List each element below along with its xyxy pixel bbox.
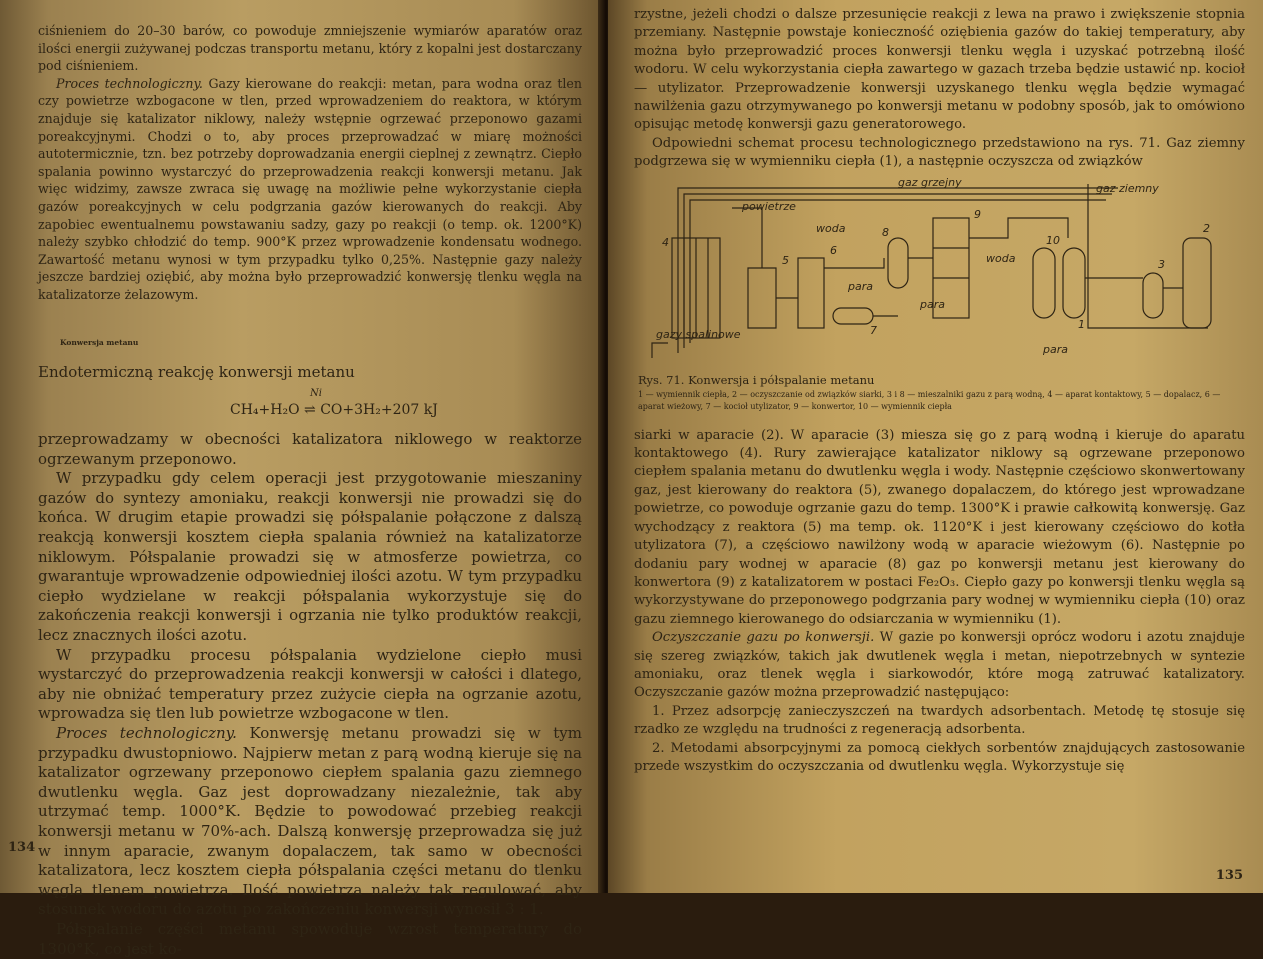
unit-number: 3 — [1158, 257, 1165, 271]
paragraph: siarki w aparacie (2). W aparacie (3) miesza się go z parą wodną i kieruje do aparatu kontaktowego (4). Rury zawierające katalizator niklowy są ogrzewane przeponowo ciepłem spalania metanu do dwutlenku węgla i wody. Następnie częściowo skonwertowany gaz, jest kierowany do reaktora (5), zwanego dopalaczem, do którego jest wprowadzane powietrze, co powoduje ogrzanie gazu do temp. 1300°K i prawie całkowitą konwersję. Gaz wychodzący z reaktora (5) ma temp. ok. 1120°K i jest kierowany częściowo do kotła utylizatora (7), a częściowo nawilżony wodą w aparacie wieżowym (6). Następnie po dodaniu pary wodnej w aparacie (8) gaz po konwersji metanu jest kierowany do konwertora (9) z katalizatorem w postaci Fe₂O₃. Ciepło gazy po konwersji tlenku węgla są wykorzystywane do przeponowego podgrzania pary wodnej w wymienniku ciepła (10) oraz gazu ziemnego kierowanego do odsiarczania w wymienniku (1). — [634, 427, 1245, 627]
apparatus-5 — [748, 268, 776, 328]
unit-number: 7 — [870, 323, 877, 337]
unit-number: 2 — [1203, 221, 1210, 235]
paragraph-text: Gazy kierowane do reakcji: metan, para wodna oraz tlen czy powietrze wzbogacone w tlen, przed wprowadzeniem do reaktora, w którym znajduje się katalizator niklowy, należy wstępnie ogrzewać przeponowo gazami poreakcyjnymi. Chodzi o to, aby proces przeprowadzać w miarę możności autotermicznie, tzn. bez potrzeby doprowadzania energii cieplnej z zewnątrz. Ciepło spalania powinno wystarczyć do przeprowadzenia reakcji konwersji metanu. Jak więc widzimy, zawsze zwraca się uwagę na możliwie pełne wykorzystanie ciepła gazów poreakcyjnych w celu podgrzania gazów kierowanych do reakcji. Aby zapobiec ewentualnemu powstawaniu sadzy, gazy po reakcji (o temp. ok. 1200°K) należy szybko chłodzić do temp. 900°K przez wprowadzenie kondensatu wodnego. Zawartość metanu wynosi w tym przypadku tylko 0,25%. Następnie gazy należy jeszcze bardziej oziębić, aby można było przeprowadzić konwersję tlenku węgla na katalizatorze żelazowym. — [38, 75, 582, 302]
paragraph — [634, 629, 1245, 703]
label-gaz-ziemny: gaz ziemny — [1096, 181, 1159, 195]
paragraph: Odpowiedni schemat procesu technologicznego przedstawiono na rys. 71. Gaz ziemny podgrzewa się w wymienniku ciepła (1), a następnie oczyszcza od związków — [634, 135, 1245, 170]
run-in-title: Proces technologiczny. — [56, 724, 237, 742]
apparatus-6 — [798, 258, 824, 328]
label-woda: woda — [986, 251, 1016, 265]
figure-caption: Rys. 71. Konwersja i półspalanie metanu — [638, 372, 875, 387]
apparatus-8 — [888, 238, 908, 288]
paragraph — [38, 724, 582, 920]
reaction-equation — [78, 388, 582, 424]
paragraph: przeprowadzamy w obecności katalizatora niklowego w reaktorze ogrzewanym przeponowo. — [38, 430, 582, 468]
unit-number: 10 — [1046, 233, 1060, 247]
unit-number: 1 — [1078, 317, 1085, 331]
pipe — [1088, 181, 1208, 328]
apparatus-7 — [833, 308, 873, 324]
right-page — [608, 0, 1263, 893]
label-woda: woda — [816, 221, 846, 235]
paragraph-text: W gazie po konwersji oprócz wodoru i azotu znajduje się szereg związków, takich jak dwutlenek węgla i metan, niepotrzebnych w syntezie amoniaku, oraz tlenek węgla i siarkowodór, które mogą zatruwać katalizatory. Oczyszczanie gazów można przeprowadzić następująco: — [634, 630, 1245, 701]
label-gaz-grzejny: gaz grzejny — [898, 175, 962, 189]
apparatus-1 — [1063, 248, 1085, 318]
unit-number: 8 — [882, 225, 889, 239]
unit-number: 6 — [830, 243, 837, 257]
page-number: 135 — [1215, 868, 1243, 883]
unit-number: 4 — [662, 235, 669, 249]
unit-number: 9 — [974, 207, 981, 221]
unit-number: 5 — [782, 253, 789, 267]
paragraph — [38, 75, 582, 304]
paragraph: W przypadku procesu półspalania wydzielone ciepło musi wystarczyć do przeprowadzenia reakcji konwersji w całości i dlatego, aby nie obniżać temperatury przez zużycie ciepła na ogrzanie azotu, wprowadza się tlen lub powietrze wzbogacone w tlen. — [38, 645, 582, 723]
process-diagram — [648, 175, 1238, 363]
label-para: para — [848, 279, 873, 293]
label-para: para — [1043, 342, 1068, 356]
label-powietrze: powietrze — [742, 199, 796, 213]
left-page — [0, 0, 604, 958]
paragraph: 1. Przez adsorpcję zanieczyszczeń na twardych adsorbentach. Metodę tę stosuje się rzadko ze względu na trudności z regeneracją adsorbenta. — [634, 703, 1245, 738]
paragraph: Endotermiczną reakcję konwersji metanu — [38, 362, 355, 381]
figure-legend: 1 — wymiennik ciepła, 2 — oczyszczanie od związków siarki, 3 i 8 — mieszalniki gazu z parą wodną, 4 — aparat kontaktowy, 5 — dopalacz, 6 — aparat wieżowy, 7 — kocioł utylizator, 9 — konwertor, 10 — wymiennik ciepła — [638, 389, 1221, 411]
label-gazy-spalinowe: gazy spalinowe — [656, 327, 741, 341]
paragraph: rzystne, jeżeli chodzi o dalsze przesunięcie reakcji z lewa na prawo i zwiększenie stopnia przemiany. Następnie powstaje konieczność oziębienia gazów do takiej temperatury, aby można było przeprowadzić proces konwersji tlenku węgla i uzyskać potrzebną ilość wodoru. W celu wykorzystania ciepła zawartego w gazach trzeba będzie ustawić np. kocioł — utylizator. Przeprowadzenie konwersji uzyskanego tlenku węgla będzie wymagać nawilżenia gazu otrzymywanego po konwersji metanu w podobny sposób, jak to omówiono opisując metodę konwersji gazu generatorowego. — [634, 7, 1245, 133]
apparatus-2 — [1183, 238, 1211, 328]
equation-catalyst: Ni — [310, 388, 322, 400]
section-heading: Konwersja metanu — [60, 337, 139, 347]
exhaust-pipe — [652, 343, 668, 358]
pipe — [690, 200, 1106, 343]
apparatus-10 — [1033, 248, 1055, 318]
label-para: para — [920, 297, 945, 311]
run-in-title: Oczyszczanie gazu po konwersji. — [652, 630, 875, 646]
paragraph: W przypadku gdy celem operacji jest przygotowanie mieszaniny gazów do syntezy amoniaku, reakcji konwersji nie prowadzi się do końca. W drugim etapie prowadzi się półspalanie połączone z dalszą reakcją konwersji kosztem ciepła spalania również na katalizatorze niklowym. Półspalanie prowadzi się w atmosferze powietrza, co gwarantuje wprowadzenie odpowiedniej ilości azotu. W tym przypadku ciepło wydzielane w reakcji półspalania wykorzystuje się do zakończenia reakcji konwersji i ogrzania nie tylko produktów reakcji, lecz znacznych ilości azotu. — [38, 469, 582, 645]
paragraph: 2. Metodami absorpcyjnymi za pomocą ciekłych sorbentów znajdujących zastosowanie przede wszystkim do oczyszczania od dwutlenku węgla. Wykorzystuje się — [634, 740, 1245, 774]
equation-body: CH₄+H₂O ⇌ CO+3H₂+207 kJ — [230, 402, 438, 419]
apparatus-3 — [1143, 273, 1163, 318]
run-in-title: Proces technologiczny. — [56, 75, 203, 91]
paragraph: Półspalanie części metanu spowoduje wzrost temperatury do 1300°K, co jest ko- — [38, 919, 582, 958]
paragraph-text: Konwersję metanu prowadzi się w tym przypadku dwustopniowo. Najpierw metan z parą wodną kieruje się na katalizator ogrzewany przeponowo ciepłem spalania gazu ziemnego dwutlenku węgla. Gaz jest doprowadzany niezależnie, tak aby utrzymać temp. 1000°K. Będzie to powodować przebieg reakcji konwersji metanu w 70%-ach. Dalszą konwersję przeprowadza się już w innym aparacie, zwanym dopalaczem, tak samo w obecności katalizatora, lecz kosztem ciepła półspalania części metanu do tlenku węgla tlenem powietrza. Ilość powietrza należy tak regulować, aby stosunek wodoru do azotu po zakończeniu konwersji wynosił 3 : 1. — [38, 724, 582, 919]
page-number: 134 — [8, 840, 36, 855]
paragraph: ciśnieniem do 20–30 barów, co powoduje zmniejszenie wymiarów aparatów oraz ilości energii zużywanej podczas transportu metanu, który z kopalni jest dostarczany pod ciśnieniem. — [38, 23, 582, 74]
